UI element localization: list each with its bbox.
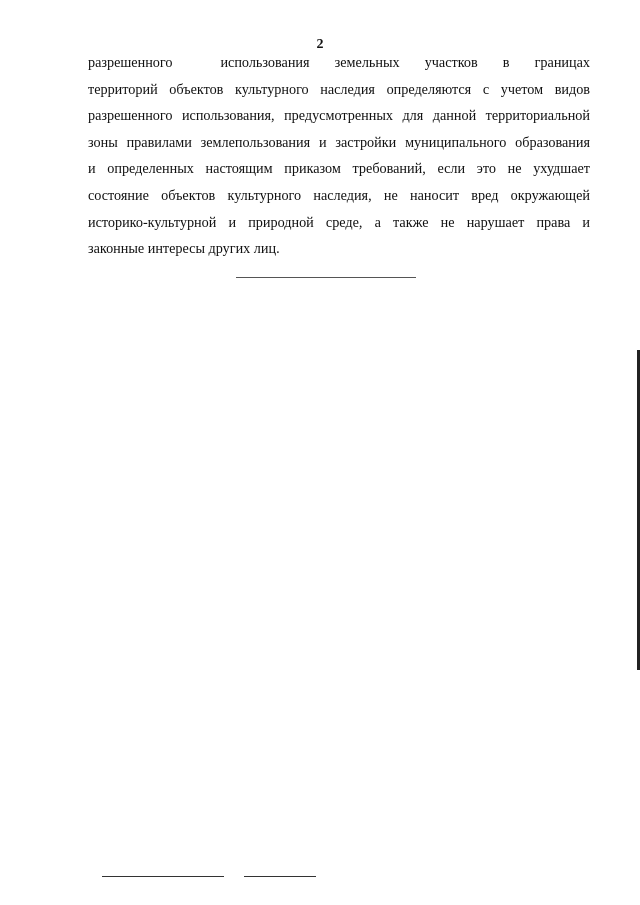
footer-rule (102, 876, 224, 877)
paragraph-line: территорий объектов культурного наследия определяются с учетом видов (88, 81, 590, 98)
paragraph-line: историко-культурной и природной среде, а также не нарушает права и (88, 214, 590, 231)
page-number: 2 (316, 37, 324, 52)
end-separator-line (236, 277, 416, 278)
paragraph-line: разрешенного использования, предусмотренных для данной территориальной (88, 108, 590, 125)
paragraph-line: законные интересы других лиц. (88, 241, 280, 258)
footer-rule (244, 876, 316, 877)
paragraph-line: зоны правилами землепользования и застройки муниципального образования (88, 134, 590, 151)
paragraph-line: состояние объектов культурного наследия, не наносит вред окружающей (88, 187, 590, 204)
paragraph-line: и определенных настоящим приказом требований, если это не ухудшает (88, 161, 590, 178)
paragraph-line-end: использования земельных участков в границах (220, 55, 590, 71)
paragraph-line (88, 50, 590, 77)
body-paragraph (88, 50, 590, 263)
paragraph-line-start: разрешенного (88, 55, 173, 71)
